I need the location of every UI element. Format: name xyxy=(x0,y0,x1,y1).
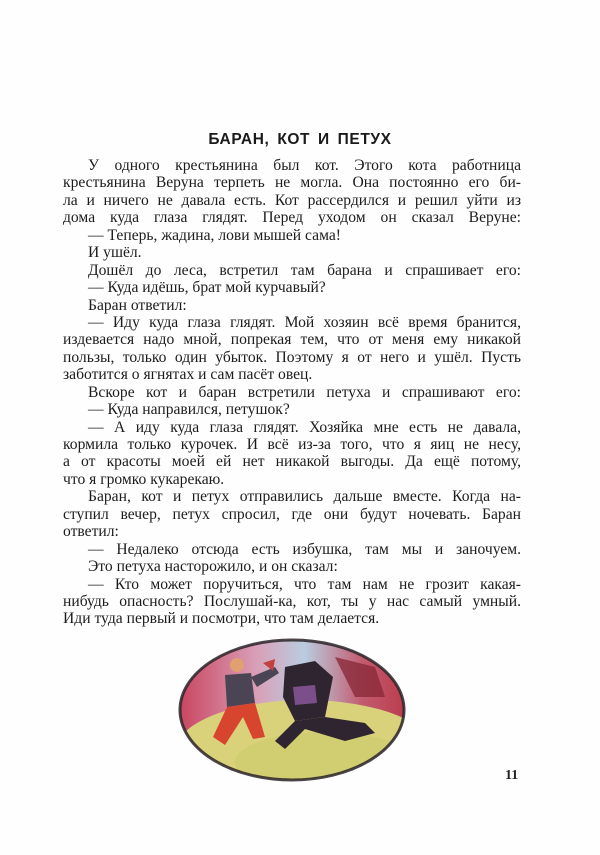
text-line: издевается надо мной, попрекая тем, что от меня ему никакой xyxy=(63,331,521,349)
text-line: Баран ответил: xyxy=(88,296,187,314)
story-body xyxy=(63,157,521,628)
text-line: — Иду куда глаза глядят. Мой хозяин всё время бранится, xyxy=(88,313,521,331)
text-line: — Кто может поручиться, что там нам не грозит какая- xyxy=(88,575,521,593)
text-line: дома куда глаза глядят. Перед уходом он сказал Веруне: xyxy=(63,209,521,227)
text-line: — А иду куда глаза глядят. Хозяйка мне есть не давала, xyxy=(88,418,521,436)
text-line: ступил вечер, петух спросил, где они будут ночевать. Баран xyxy=(63,505,521,523)
text-line: кормила только курочек. И всё из-за того, что я яиц не несу, xyxy=(63,436,521,453)
text-line: заботится о ягнятах и сам пасёт овец. xyxy=(63,366,313,384)
text-line: — Недалеко отсюда есть избушка, там мы и заночуем. xyxy=(88,540,521,558)
text-line: И ушёл. xyxy=(88,244,142,262)
text-line: Вскоре кот и баран встретили петуха и спрашивают его: xyxy=(88,383,521,401)
text-line: — Теперь, жадина, лови мышей сама! xyxy=(88,226,341,244)
text-line: Баран, кот и петух отправились дальше вместе. Когда на- xyxy=(88,488,521,506)
story-illustration xyxy=(175,637,410,783)
text-line: — Куда направился, петушок? xyxy=(88,401,290,419)
text-line: нибудь опасность? Послушай-ка, кот, ты у нас самый умный. xyxy=(63,592,521,610)
text-line: Это петуха насторожило, и он сказал: xyxy=(88,558,338,576)
text-line: — Куда идёшь, брат мой курчавый? xyxy=(88,279,326,297)
text-line: а от красоты моей ей нет никакой выгоды. Да ещё потому, xyxy=(63,453,521,471)
text-line: Дошёл до леса, встретил там барана и спрашивает его: xyxy=(88,261,521,279)
page-number: 11 xyxy=(505,768,519,783)
text-line: что я громко кукарекаю. xyxy=(63,470,225,488)
text-line: ла и ничего не давала есть. Кот рассердился и решил уйти из xyxy=(63,191,521,209)
illustration-image xyxy=(175,637,410,783)
text-line: У одного крестьянина был кот. Этого кота работница xyxy=(88,157,521,174)
text-line: крестьянина Веруна терпеть не могла. Она постоянно его би- xyxy=(63,174,521,192)
text-line: ответил: xyxy=(63,523,119,541)
text-line: пользы, только один убыток. Поэтому я от него и ушёл. Пусть xyxy=(63,348,521,366)
text-line: Иди туда первый и посмотри, что там делается. xyxy=(63,610,380,628)
story-title: БАРАН, КОТ И ПЕТУХ xyxy=(208,131,392,148)
